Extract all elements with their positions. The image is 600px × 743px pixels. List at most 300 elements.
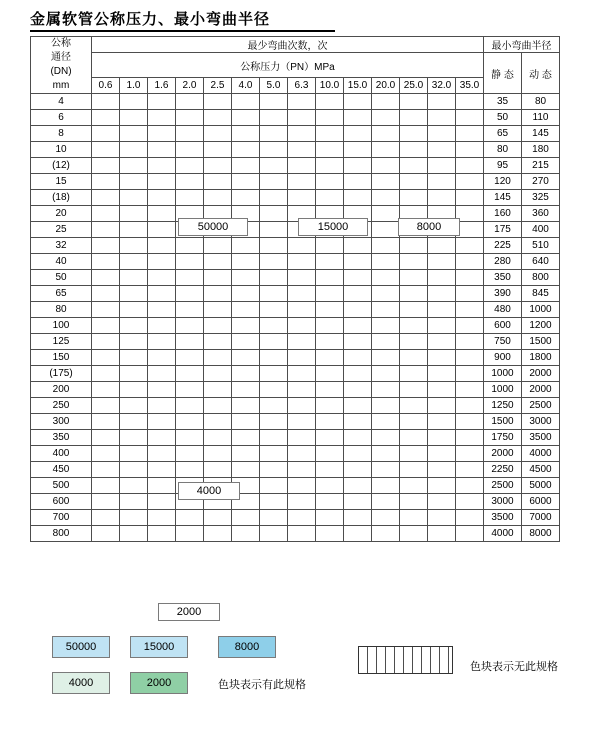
cell-spec bbox=[344, 286, 372, 302]
cell-spec bbox=[148, 126, 176, 142]
cell-spec bbox=[372, 254, 400, 270]
cell-dn: 80 bbox=[31, 302, 92, 318]
cell-spec bbox=[232, 254, 260, 270]
cell-spec bbox=[428, 190, 456, 206]
page-title: 金属软管公称压力、最小弯曲半径 bbox=[30, 10, 271, 28]
cell-spec bbox=[456, 398, 484, 414]
cell-dn: 500 bbox=[31, 478, 92, 494]
cell-spec bbox=[232, 398, 260, 414]
cell-spec bbox=[456, 494, 484, 510]
cell-spec bbox=[288, 174, 316, 190]
cell-spec bbox=[92, 446, 120, 462]
cell-spec bbox=[428, 510, 456, 526]
cell-spec bbox=[344, 462, 372, 478]
cell-radius-static: 50 bbox=[484, 110, 522, 126]
cell-spec bbox=[120, 462, 148, 478]
cell-spec bbox=[204, 254, 232, 270]
cell-radius-dynamic: 2000 bbox=[522, 366, 560, 382]
cell-spec bbox=[176, 430, 204, 446]
header-pressure-col: 4.0 bbox=[232, 78, 260, 94]
cell-dn: 10 bbox=[31, 142, 92, 158]
cell-spec bbox=[456, 366, 484, 382]
cell-spec bbox=[400, 94, 428, 110]
cell-radius-dynamic: 400 bbox=[522, 222, 560, 238]
cell-spec bbox=[344, 174, 372, 190]
cell-spec bbox=[176, 302, 204, 318]
cell-spec bbox=[400, 110, 428, 126]
cell-spec bbox=[288, 254, 316, 270]
cell-radius-static: 1000 bbox=[484, 366, 522, 382]
cell-spec bbox=[148, 254, 176, 270]
cell-spec bbox=[428, 270, 456, 286]
cell-spec bbox=[372, 190, 400, 206]
cell-spec bbox=[204, 446, 232, 462]
cell-spec bbox=[176, 398, 204, 414]
cell-spec bbox=[204, 286, 232, 302]
cell-spec bbox=[344, 142, 372, 158]
cell-spec bbox=[204, 510, 232, 526]
cell-spec bbox=[148, 414, 176, 430]
table-row bbox=[31, 430, 560, 446]
cell-spec bbox=[148, 206, 176, 222]
cell-spec bbox=[372, 526, 400, 542]
cell-spec bbox=[456, 318, 484, 334]
cell-spec bbox=[92, 334, 120, 350]
cell-radius-dynamic: 2000 bbox=[522, 382, 560, 398]
cell-spec bbox=[316, 270, 344, 286]
cell-spec bbox=[428, 158, 456, 174]
cell-spec bbox=[204, 350, 232, 366]
cell-radius-dynamic: 3500 bbox=[522, 430, 560, 446]
cell-spec bbox=[400, 270, 428, 286]
cell-spec bbox=[120, 126, 148, 142]
header-row-3-pressure-cols bbox=[31, 78, 560, 94]
cell-spec bbox=[232, 510, 260, 526]
cell-spec bbox=[232, 350, 260, 366]
cell-dn: 8 bbox=[31, 126, 92, 142]
cell-spec bbox=[344, 318, 372, 334]
cell-spec bbox=[92, 318, 120, 334]
cell-dn: 100 bbox=[31, 318, 92, 334]
cell-spec bbox=[316, 302, 344, 318]
cell-spec bbox=[428, 350, 456, 366]
cell-spec bbox=[148, 494, 176, 510]
cell-spec bbox=[316, 174, 344, 190]
cell-spec bbox=[120, 382, 148, 398]
cell-radius-dynamic: 1000 bbox=[522, 302, 560, 318]
cell-spec bbox=[120, 478, 148, 494]
cell-spec bbox=[176, 350, 204, 366]
cell-dn: 125 bbox=[31, 334, 92, 350]
cell-spec bbox=[428, 142, 456, 158]
cell-spec bbox=[176, 318, 204, 334]
cell-spec bbox=[344, 334, 372, 350]
cell-spec bbox=[344, 494, 372, 510]
header-dn-line-3: (DN) bbox=[50, 66, 72, 77]
cell-spec bbox=[344, 510, 372, 526]
cell-spec bbox=[456, 462, 484, 478]
cell-dn: (18) bbox=[31, 190, 92, 206]
cell-spec bbox=[344, 302, 372, 318]
cell-spec bbox=[120, 142, 148, 158]
cell-spec bbox=[232, 110, 260, 126]
cell-spec bbox=[400, 446, 428, 462]
cell-spec bbox=[148, 110, 176, 126]
cell-spec bbox=[316, 366, 344, 382]
cell-spec bbox=[400, 462, 428, 478]
cell-radius-dynamic: 215 bbox=[522, 158, 560, 174]
cell-dn: 150 bbox=[31, 350, 92, 366]
cell-spec bbox=[148, 286, 176, 302]
cell-spec bbox=[176, 334, 204, 350]
cell-spec bbox=[92, 302, 120, 318]
cell-spec bbox=[204, 526, 232, 542]
cell-spec bbox=[92, 110, 120, 126]
cell-spec bbox=[344, 238, 372, 254]
cell-spec bbox=[260, 382, 288, 398]
cell-radius-static: 4000 bbox=[484, 526, 522, 542]
cell-spec bbox=[288, 94, 316, 110]
cell-spec bbox=[400, 366, 428, 382]
table-row bbox=[31, 478, 560, 494]
header-pressure-col: 35.0 bbox=[456, 78, 484, 94]
cell-spec bbox=[148, 350, 176, 366]
cell-spec bbox=[428, 110, 456, 126]
cell-spec bbox=[456, 414, 484, 430]
cell-spec bbox=[456, 174, 484, 190]
cell-spec bbox=[120, 446, 148, 462]
cell-spec bbox=[288, 110, 316, 126]
cell-spec bbox=[120, 430, 148, 446]
cell-spec bbox=[92, 190, 120, 206]
cell-radius-static: 80 bbox=[484, 142, 522, 158]
cell-radius-dynamic: 845 bbox=[522, 286, 560, 302]
cell-spec bbox=[428, 446, 456, 462]
header-pressure-col: 2.0 bbox=[176, 78, 204, 94]
cell-radius-dynamic: 80 bbox=[522, 94, 560, 110]
cell-spec bbox=[120, 510, 148, 526]
cell-spec bbox=[176, 270, 204, 286]
cell-spec bbox=[92, 126, 120, 142]
cell-spec bbox=[372, 430, 400, 446]
header-pressure-col: 2.5 bbox=[204, 78, 232, 94]
cell-spec bbox=[372, 206, 400, 222]
cell-spec bbox=[316, 398, 344, 414]
header-pressure-col: 20.0 bbox=[372, 78, 400, 94]
cell-spec bbox=[428, 286, 456, 302]
cell-spec bbox=[400, 334, 428, 350]
cell-spec bbox=[428, 382, 456, 398]
header-dn-line-4: mm bbox=[52, 80, 70, 91]
cell-radius-static: 35 bbox=[484, 94, 522, 110]
legend-item-15000 bbox=[130, 636, 188, 658]
cell-spec bbox=[260, 350, 288, 366]
cell-spec bbox=[316, 110, 344, 126]
cell-radius-dynamic: 4500 bbox=[522, 462, 560, 478]
cell-spec bbox=[344, 414, 372, 430]
cell-spec bbox=[344, 110, 372, 126]
cell-spec bbox=[260, 238, 288, 254]
cell-spec bbox=[92, 158, 120, 174]
cell-spec bbox=[288, 510, 316, 526]
cell-spec bbox=[176, 510, 204, 526]
cell-spec bbox=[232, 302, 260, 318]
cell-spec bbox=[428, 238, 456, 254]
cell-spec bbox=[372, 302, 400, 318]
cell-spec bbox=[372, 318, 400, 334]
cell-spec bbox=[316, 158, 344, 174]
cell-spec bbox=[232, 382, 260, 398]
cell-spec bbox=[428, 478, 456, 494]
cell-dn: 50 bbox=[31, 270, 92, 286]
cell-spec bbox=[232, 286, 260, 302]
cell-dn: 800 bbox=[31, 526, 92, 542]
cell-spec bbox=[372, 270, 400, 286]
header-pressure-col: 6.3 bbox=[288, 78, 316, 94]
cell-spec bbox=[92, 174, 120, 190]
cell-spec bbox=[344, 478, 372, 494]
cell-radius-static: 1250 bbox=[484, 398, 522, 414]
cell-spec bbox=[148, 302, 176, 318]
legend-note-none: 色块表示无此规格 bbox=[470, 661, 558, 673]
cell-spec bbox=[232, 334, 260, 350]
legend-item-4000 bbox=[52, 672, 110, 694]
cell-spec bbox=[428, 414, 456, 430]
cell-spec bbox=[372, 366, 400, 382]
spec-table bbox=[30, 36, 560, 542]
cell-spec bbox=[372, 222, 400, 238]
cell-spec bbox=[288, 350, 316, 366]
cell-spec bbox=[120, 94, 148, 110]
cell-radius-static: 1000 bbox=[484, 382, 522, 398]
cell-spec bbox=[428, 334, 456, 350]
header-pressure-col: 5.0 bbox=[260, 78, 288, 94]
cell-dn: 40 bbox=[31, 254, 92, 270]
cell-spec bbox=[400, 414, 428, 430]
cell-spec bbox=[176, 366, 204, 382]
table-row bbox=[31, 398, 560, 414]
cell-spec bbox=[400, 510, 428, 526]
table-row bbox=[31, 238, 560, 254]
cell-spec bbox=[456, 382, 484, 398]
cell-spec bbox=[428, 430, 456, 446]
cell-radius-static: 225 bbox=[484, 238, 522, 254]
header-pressure-col: 10.0 bbox=[316, 78, 344, 94]
cell-spec bbox=[400, 142, 428, 158]
cell-spec bbox=[176, 94, 204, 110]
cell-spec bbox=[148, 318, 176, 334]
header-radius-dynamic: 动 态 bbox=[522, 53, 560, 94]
cell-radius-dynamic: 145 bbox=[522, 126, 560, 142]
cell-dn: 6 bbox=[31, 110, 92, 126]
cell-spec bbox=[148, 446, 176, 462]
cell-spec bbox=[260, 158, 288, 174]
cell-spec bbox=[260, 462, 288, 478]
cell-spec bbox=[428, 462, 456, 478]
cell-spec bbox=[316, 494, 344, 510]
cell-spec bbox=[372, 286, 400, 302]
table-row bbox=[31, 254, 560, 270]
cell-dn: 25 bbox=[31, 222, 92, 238]
table-row bbox=[31, 350, 560, 366]
cell-spec bbox=[120, 286, 148, 302]
cell-spec bbox=[344, 126, 372, 142]
cell-spec bbox=[400, 190, 428, 206]
cell-spec bbox=[288, 158, 316, 174]
cell-dn: 250 bbox=[31, 398, 92, 414]
cell-spec bbox=[372, 334, 400, 350]
cell-spec bbox=[120, 238, 148, 254]
cell-spec bbox=[92, 526, 120, 542]
cell-spec bbox=[316, 350, 344, 366]
cell-radius-static: 1500 bbox=[484, 414, 522, 430]
cell-spec bbox=[148, 270, 176, 286]
cell-spec bbox=[344, 382, 372, 398]
cell-spec bbox=[344, 430, 372, 446]
cell-spec bbox=[92, 478, 120, 494]
cell-radius-static: 2000 bbox=[484, 446, 522, 462]
table-row bbox=[31, 462, 560, 478]
cell-spec bbox=[204, 382, 232, 398]
cell-spec bbox=[428, 174, 456, 190]
cell-spec bbox=[316, 510, 344, 526]
cell-spec bbox=[288, 382, 316, 398]
cell-spec bbox=[288, 318, 316, 334]
cell-dn: 20 bbox=[31, 206, 92, 222]
cell-spec bbox=[120, 366, 148, 382]
cell-spec bbox=[400, 350, 428, 366]
cell-spec bbox=[288, 126, 316, 142]
cell-spec bbox=[148, 94, 176, 110]
legend-hatch-block bbox=[358, 646, 453, 674]
cell-spec bbox=[456, 446, 484, 462]
cell-spec bbox=[232, 174, 260, 190]
cell-spec bbox=[372, 126, 400, 142]
cell-spec bbox=[120, 526, 148, 542]
cell-spec bbox=[456, 526, 484, 542]
cell-spec bbox=[316, 126, 344, 142]
cell-radius-dynamic: 800 bbox=[522, 270, 560, 286]
cell-dn: 450 bbox=[31, 462, 92, 478]
cell-spec bbox=[344, 190, 372, 206]
cell-spec bbox=[316, 286, 344, 302]
cell-dn: 400 bbox=[31, 446, 92, 462]
cell-spec bbox=[316, 318, 344, 334]
cell-spec bbox=[288, 302, 316, 318]
cell-spec bbox=[288, 462, 316, 478]
cell-spec bbox=[232, 430, 260, 446]
cell-radius-dynamic: 7000 bbox=[522, 510, 560, 526]
cell-spec bbox=[120, 222, 148, 238]
cell-spec bbox=[456, 254, 484, 270]
cell-spec bbox=[344, 526, 372, 542]
cell-spec bbox=[148, 222, 176, 238]
cell-radius-dynamic: 4000 bbox=[522, 446, 560, 462]
table-row bbox=[31, 302, 560, 318]
cell-spec bbox=[372, 238, 400, 254]
cell-spec bbox=[232, 414, 260, 430]
cell-radius-static: 750 bbox=[484, 334, 522, 350]
legend-swatch-50000: 50000 bbox=[52, 636, 110, 658]
header-bend-times: 最少弯曲次数，次 bbox=[92, 37, 484, 53]
cell-spec bbox=[92, 510, 120, 526]
cell-spec bbox=[288, 398, 316, 414]
cell-spec bbox=[204, 126, 232, 142]
cell-spec bbox=[260, 398, 288, 414]
cell-spec bbox=[372, 462, 400, 478]
legend-item-50000 bbox=[52, 636, 110, 658]
cell-spec bbox=[204, 334, 232, 350]
cell-spec bbox=[92, 494, 120, 510]
cell-radius-dynamic: 3000 bbox=[522, 414, 560, 430]
cell-dn: 300 bbox=[31, 414, 92, 430]
cell-radius-dynamic: 2500 bbox=[522, 398, 560, 414]
cell-spec bbox=[204, 398, 232, 414]
cell-spec bbox=[92, 238, 120, 254]
cell-spec bbox=[176, 158, 204, 174]
cell-spec bbox=[176, 110, 204, 126]
cell-spec bbox=[288, 446, 316, 462]
cell-spec bbox=[372, 350, 400, 366]
cell-spec bbox=[92, 366, 120, 382]
cell-radius-dynamic: 1200 bbox=[522, 318, 560, 334]
overlay-value-label: 15000 bbox=[298, 218, 368, 236]
table-head bbox=[31, 37, 560, 94]
cell-spec bbox=[204, 158, 232, 174]
cell-spec bbox=[316, 238, 344, 254]
cell-radius-static: 160 bbox=[484, 206, 522, 222]
cell-spec bbox=[288, 190, 316, 206]
cell-spec bbox=[288, 270, 316, 286]
cell-spec bbox=[92, 350, 120, 366]
cell-dn: 350 bbox=[31, 430, 92, 446]
cell-spec bbox=[176, 462, 204, 478]
header-row-1 bbox=[31, 37, 560, 53]
cell-radius-static: 2250 bbox=[484, 462, 522, 478]
cell-spec bbox=[176, 142, 204, 158]
cell-spec bbox=[260, 190, 288, 206]
overlay-value-label: 2000 bbox=[158, 603, 220, 621]
cell-spec bbox=[260, 174, 288, 190]
table-row bbox=[31, 526, 560, 542]
header-pressure-col: 32.0 bbox=[428, 78, 456, 94]
cell-radius-dynamic: 1800 bbox=[522, 350, 560, 366]
cell-spec bbox=[120, 174, 148, 190]
cell-spec bbox=[260, 206, 288, 222]
cell-spec bbox=[232, 526, 260, 542]
cell-spec bbox=[372, 110, 400, 126]
cell-spec bbox=[204, 366, 232, 382]
cell-spec bbox=[316, 382, 344, 398]
title-underline bbox=[30, 30, 335, 32]
cell-radius-dynamic: 360 bbox=[522, 206, 560, 222]
cell-spec bbox=[260, 142, 288, 158]
overlay-value-label: 4000 bbox=[178, 482, 240, 500]
cell-spec bbox=[148, 174, 176, 190]
cell-spec bbox=[92, 270, 120, 286]
cell-spec bbox=[372, 446, 400, 462]
cell-spec bbox=[260, 478, 288, 494]
cell-spec bbox=[120, 334, 148, 350]
cell-spec bbox=[456, 478, 484, 494]
table-row bbox=[31, 126, 560, 142]
cell-spec bbox=[456, 126, 484, 142]
cell-spec bbox=[260, 494, 288, 510]
cell-spec bbox=[176, 286, 204, 302]
cell-spec bbox=[288, 334, 316, 350]
cell-spec bbox=[92, 94, 120, 110]
cell-spec bbox=[316, 334, 344, 350]
